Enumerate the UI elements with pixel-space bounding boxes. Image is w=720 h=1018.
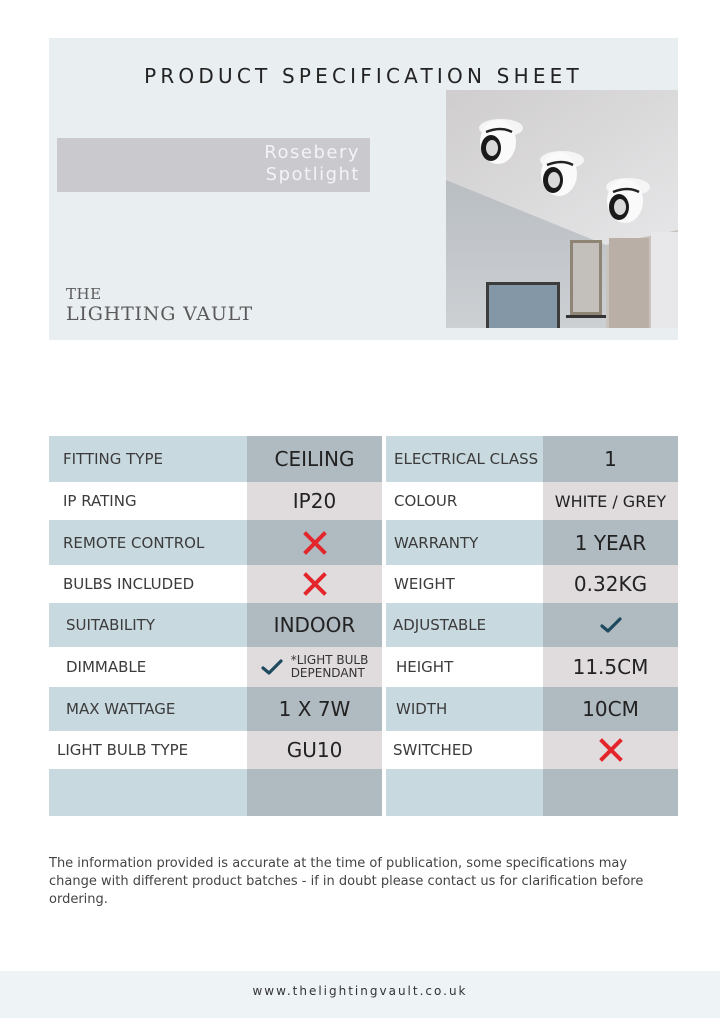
spec-value: CEILING <box>247 436 382 482</box>
spec-value: 11.5CM <box>543 647 678 687</box>
spec-value <box>543 731 678 769</box>
check-icon <box>600 616 622 634</box>
disclaimer-text: The information provided is accurate at the time of publication, some specifications may change with different product batches - if in doubt please contact us for clarification before ordering. <box>49 856 644 907</box>
spec-label: BULBS INCLUDED <box>49 565 247 603</box>
spec-row-remote-control <box>49 520 382 565</box>
spec-row-fitting-type <box>49 436 382 482</box>
website-link[interactable]: www.thelightingvault.co.uk <box>252 984 468 998</box>
cross-icon <box>302 530 328 556</box>
spec-label: WARRANTY <box>386 520 543 565</box>
spec-table-left <box>49 436 382 816</box>
product-name <box>264 142 360 186</box>
spec-label: FITTING TYPE <box>49 436 247 482</box>
product-name-box <box>57 138 370 192</box>
brand-logo <box>66 285 253 325</box>
spec-value: INDOOR <box>247 603 382 647</box>
spec-row-dimmable <box>49 647 382 687</box>
spec-row-height <box>386 647 678 687</box>
dimmable-note-line2: DEPENDANT <box>290 666 365 680</box>
spec-value <box>247 647 382 687</box>
spec-row-light-bulb-type <box>49 731 382 769</box>
product-name-line2: Spotlight <box>265 164 360 185</box>
dimmable-note <box>291 654 369 680</box>
spec-value: 10CM <box>543 687 678 731</box>
spec-label: REMOTE CONTROL <box>49 520 247 565</box>
spec-row-adjustable <box>386 603 678 647</box>
spec-label: MAX WATTAGE <box>49 687 247 731</box>
spec-value <box>247 520 382 565</box>
spec-row-suitability <box>49 603 382 647</box>
header-panel <box>49 38 678 340</box>
spec-label: WIDTH <box>386 687 543 731</box>
spec-label: ADJUSTABLE <box>386 603 543 647</box>
spec-value: WHITE / GREY <box>543 482 678 520</box>
cross-icon <box>302 571 328 597</box>
spec-table-right <box>386 436 678 816</box>
spec-row-weight <box>386 565 678 603</box>
spec-value <box>543 769 678 816</box>
spec-value <box>543 603 678 647</box>
spec-row-empty <box>386 769 678 816</box>
spec-value: 0.32KG <box>543 565 678 603</box>
spec-value: 1 X 7W <box>247 687 382 731</box>
spec-label: LIGHT BULB TYPE <box>49 731 247 769</box>
cross-icon <box>598 737 624 763</box>
spec-value <box>247 769 382 816</box>
brand-line2: LIGHTING VAULT <box>66 303 253 325</box>
spec-label: DIMMABLE <box>49 647 247 687</box>
spec-label <box>49 769 247 816</box>
room-illustration-icon <box>446 90 678 328</box>
spec-row-warranty <box>386 520 678 565</box>
spec-value: 1 YEAR <box>543 520 678 565</box>
spec-row-width <box>386 687 678 731</box>
spec-label: WEIGHT <box>386 565 543 603</box>
dimmable-note-line1: *LIGHT BULB <box>290 653 369 667</box>
spec-row-ip-rating <box>49 482 382 520</box>
spec-row-empty <box>49 769 382 816</box>
spec-label: HEIGHT <box>386 647 543 687</box>
footer <box>0 971 720 1018</box>
spec-row-colour <box>386 482 678 520</box>
spec-label: ELECTRICAL CLASS <box>386 436 543 482</box>
spec-label: IP RATING <box>49 482 247 520</box>
spec-value <box>247 565 382 603</box>
spec-label: SUITABILITY <box>49 603 247 647</box>
page-title: PRODUCT SPECIFICATION SHEET <box>144 64 583 88</box>
spec-row-electrical-class <box>386 436 678 482</box>
brand-line1: THE <box>66 285 102 303</box>
spec-value: IP20 <box>247 482 382 520</box>
check-icon <box>261 658 283 676</box>
spec-label <box>386 769 543 816</box>
spec-row-switched <box>386 731 678 769</box>
spec-value: GU10 <box>247 731 382 769</box>
spec-row-max-wattage <box>49 687 382 731</box>
dimmable-value <box>261 654 369 680</box>
spec-label: SWITCHED <box>386 731 543 769</box>
product-name-line1: Rosebery <box>264 142 360 163</box>
spec-label: COLOUR <box>386 482 543 520</box>
spec-row-bulbs-included <box>49 565 382 603</box>
product-photo <box>446 90 678 328</box>
spec-value: 1 <box>543 436 678 482</box>
